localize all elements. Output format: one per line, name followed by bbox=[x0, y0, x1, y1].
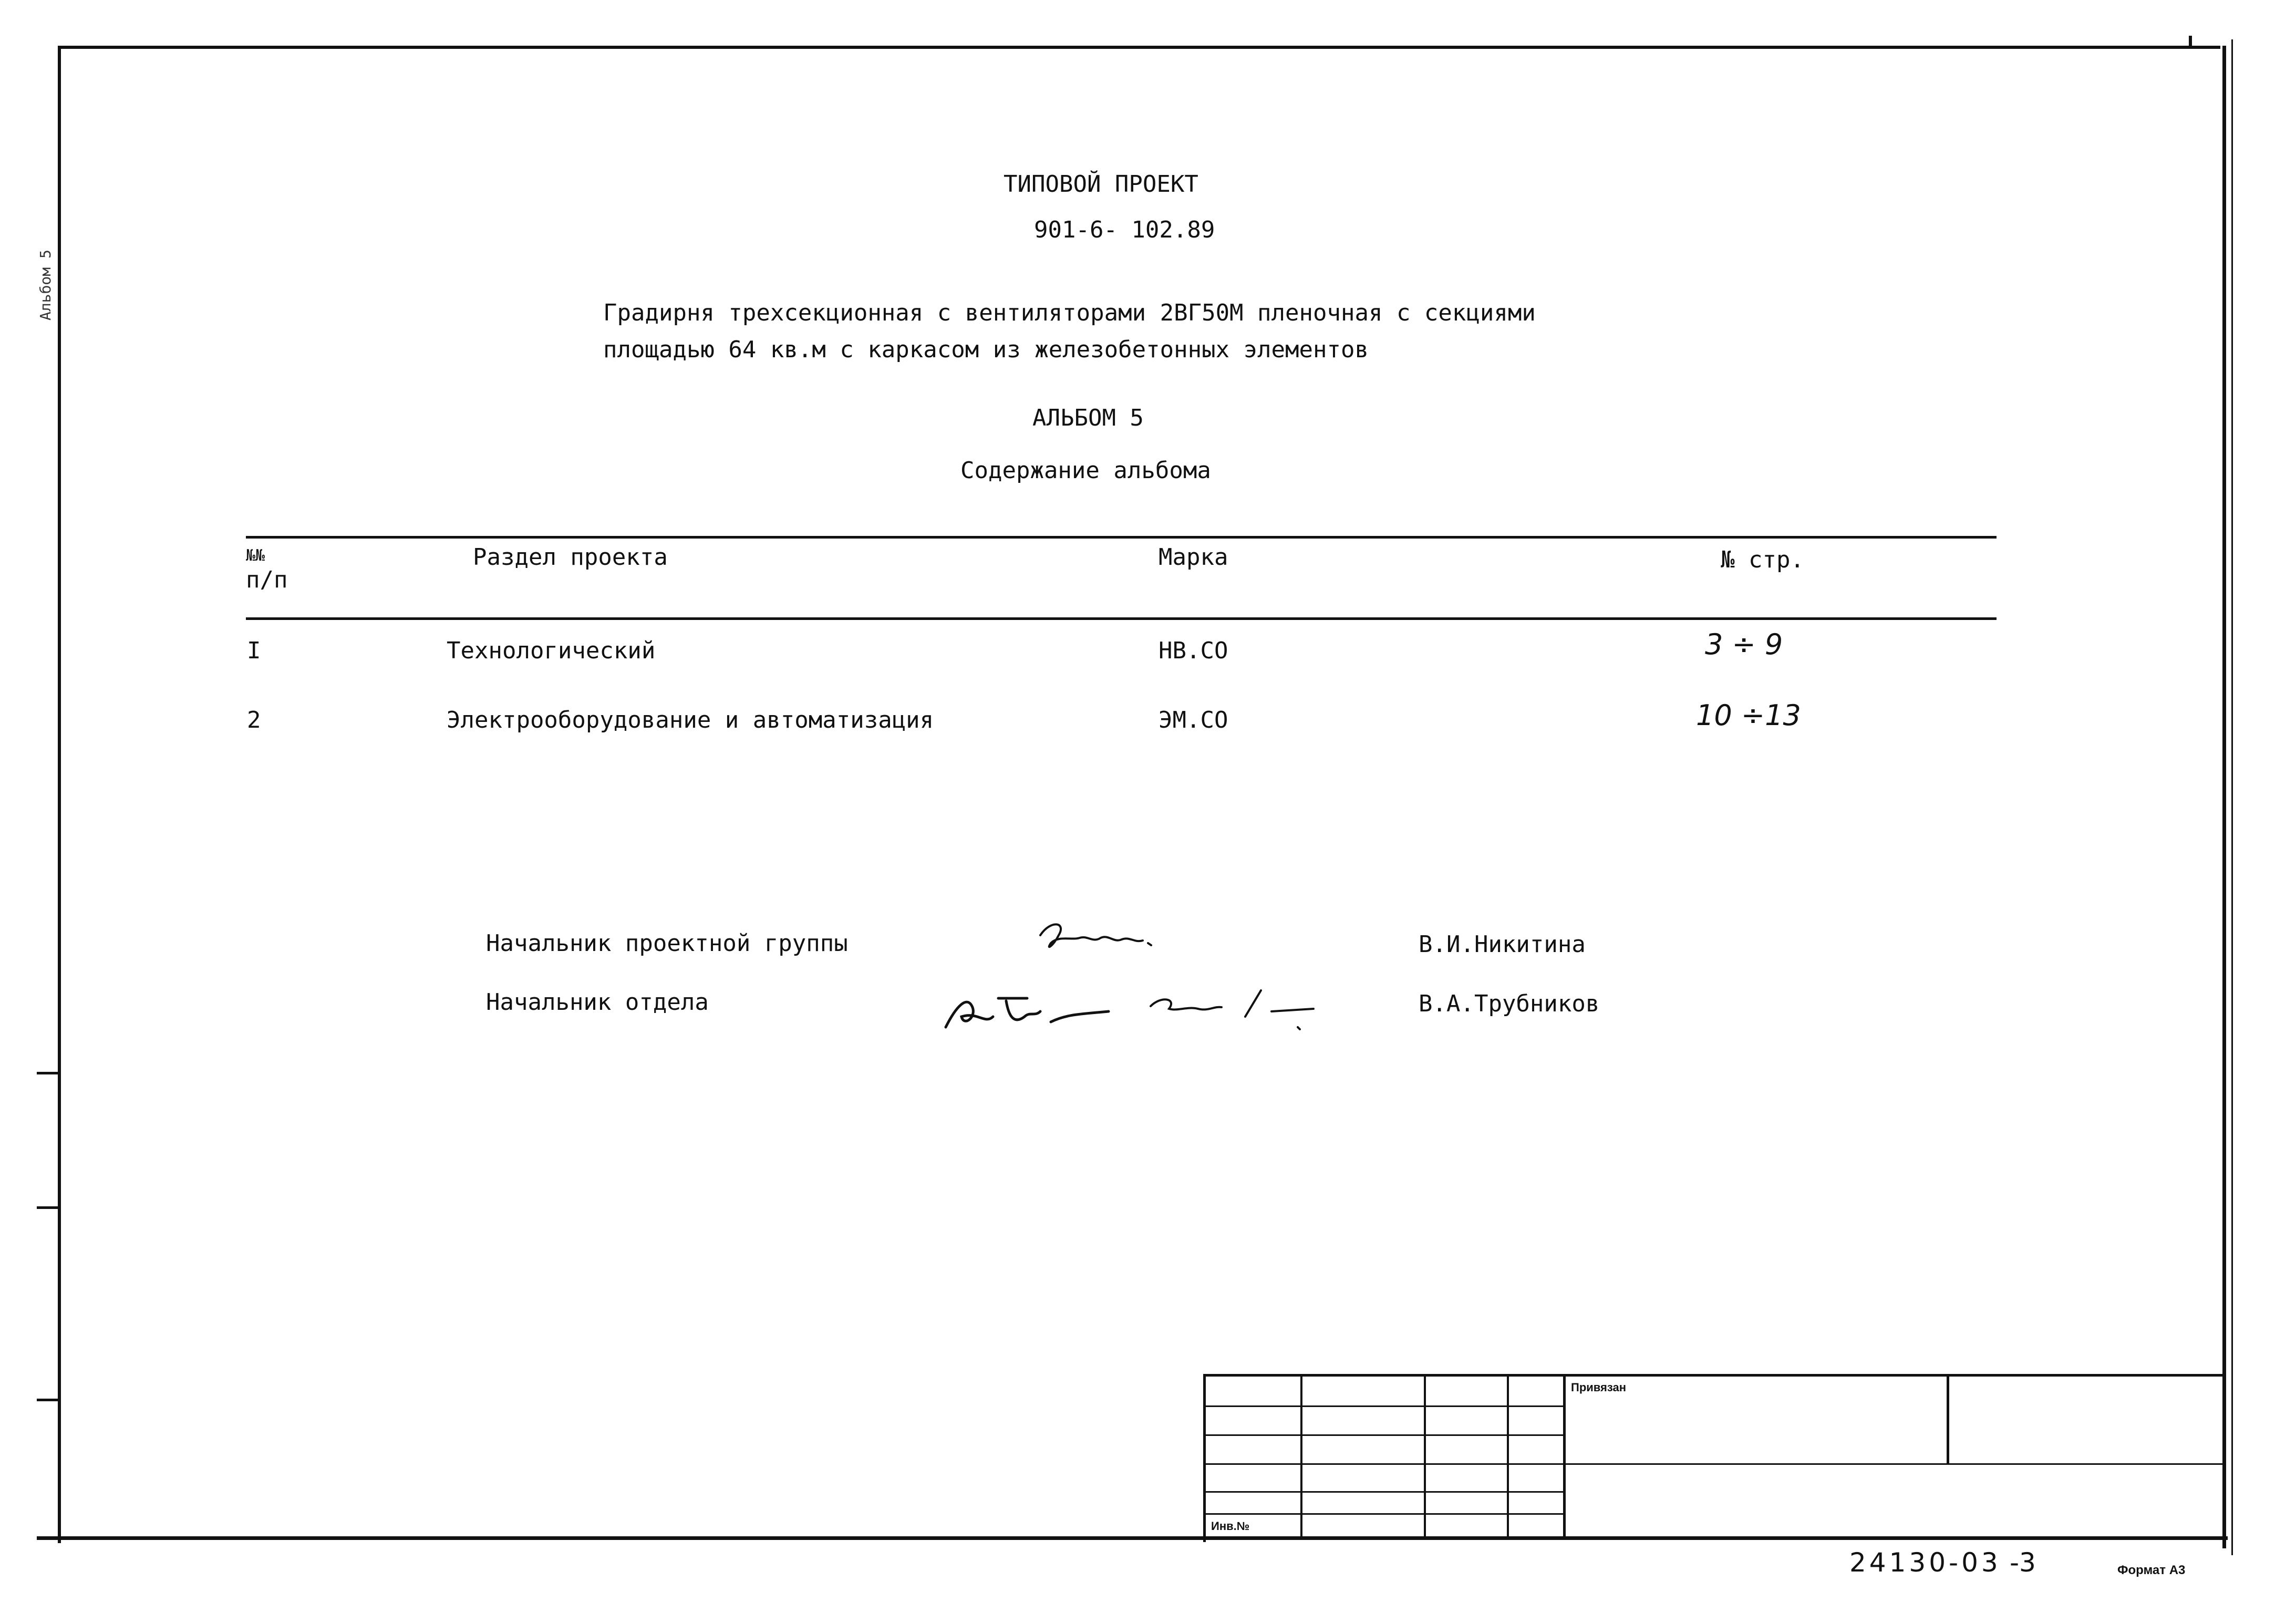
signature-name-department-head: В.А.Трубников bbox=[1419, 990, 1600, 1017]
sheet-code: 24130-03 bbox=[1849, 1547, 2001, 1578]
frame-right bbox=[2222, 46, 2226, 1548]
frame-corner-tick bbox=[2189, 36, 2192, 48]
column-header-section: Раздел проекта bbox=[473, 544, 668, 571]
row-number: 2 bbox=[247, 707, 261, 733]
handwritten-signature-2 bbox=[935, 975, 1335, 1053]
frame-bottom bbox=[37, 1536, 2228, 1540]
stamp-row bbox=[1203, 1434, 1566, 1436]
project-type: ТИПОВОЙ ПРОЕКТ bbox=[1004, 171, 1198, 198]
row-section: Электрооборудование и автоматизация bbox=[447, 707, 934, 733]
format-label: Формат А3 bbox=[2117, 1563, 2186, 1577]
stamp-top bbox=[1203, 1374, 2225, 1377]
side-label: Альбом 5 bbox=[37, 250, 54, 320]
stamp-linked-label: Привязан bbox=[1571, 1381, 1627, 1394]
contents-title: Содержание альбома bbox=[960, 457, 1211, 484]
stamp-row bbox=[1203, 1463, 2225, 1465]
frame-left bbox=[58, 46, 61, 1543]
column-header-num-top: №№ bbox=[246, 546, 265, 565]
margin-tick bbox=[37, 1072, 60, 1074]
column-header-pages: № стр. bbox=[1721, 546, 1804, 573]
table-header-rule bbox=[246, 617, 1997, 620]
signature-role-group-lead: Начальник проектной группы bbox=[486, 930, 848, 957]
description-line-1: Градирня трехсекционная с вентиляторами 2ВГ50М пленочная с секциями bbox=[603, 299, 1536, 326]
margin-tick bbox=[37, 1399, 60, 1401]
margin-tick bbox=[37, 1206, 60, 1209]
row-mark: НВ.СО bbox=[1159, 637, 1228, 664]
handwritten-signature-1 bbox=[1030, 914, 1208, 961]
column-header-mark: Марка bbox=[1159, 544, 1228, 571]
sheet-number: -3 bbox=[2010, 1547, 2036, 1578]
project-number: 901-6- 102.89 bbox=[1034, 216, 1215, 243]
frame-top bbox=[58, 46, 2220, 49]
signature-role-department-head: Начальник отдела bbox=[486, 989, 709, 1016]
table-top-rule bbox=[246, 536, 1997, 539]
frame-right-outer bbox=[2231, 39, 2233, 1555]
row-mark: ЭМ.СО bbox=[1159, 707, 1228, 733]
description-line-2: площадью 64 кв.м с каркасом из железобетонных элементов bbox=[603, 336, 1369, 363]
row-pages: 10 ÷13 bbox=[1696, 699, 1801, 732]
stamp-row bbox=[1203, 1513, 1566, 1515]
stamp-left bbox=[1203, 1374, 1206, 1542]
row-pages: 3 ÷ 9 bbox=[1705, 628, 1783, 661]
row-section: Технологический bbox=[447, 637, 656, 664]
stamp-inv-label: Инв.№ bbox=[1211, 1519, 1250, 1533]
stamp-row bbox=[1203, 1405, 1566, 1407]
column-header-num-bottom: п/п bbox=[246, 566, 288, 593]
row-number: I bbox=[247, 637, 261, 664]
album-title: АЛЬБОМ 5 bbox=[1032, 405, 1144, 431]
signature-name-group-lead: В.И.Никитина bbox=[1419, 931, 1586, 958]
stamp-row bbox=[1203, 1491, 1566, 1493]
stamp-col bbox=[1947, 1374, 1949, 1463]
